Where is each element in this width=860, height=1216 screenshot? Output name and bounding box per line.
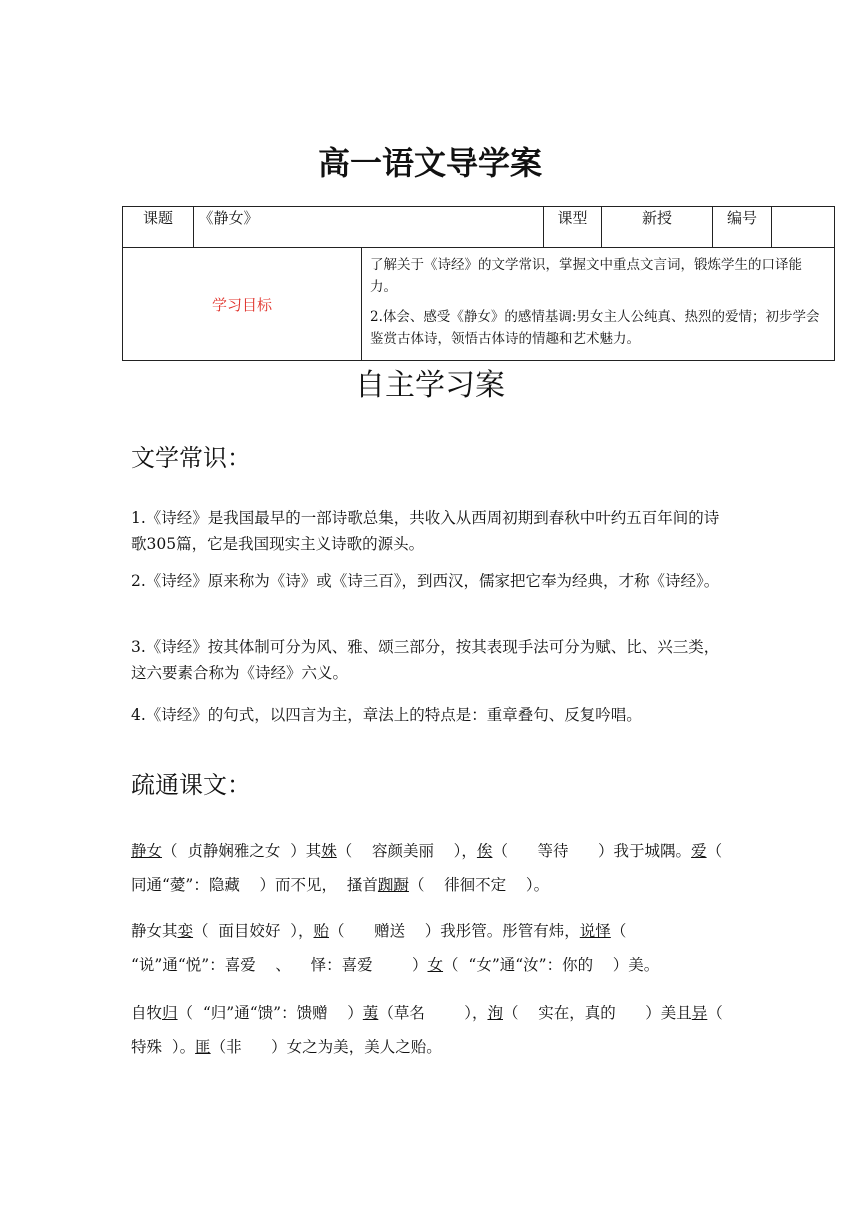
page-title: 高一语文导学案 [317, 144, 542, 182]
topic-label: 课题 [123, 207, 194, 248]
annotated-paragraph-1: 静女（ 贞静娴雅之女 ）其姝（ 容颜美丽 ），俟（ 等待 ）我于城隅。爱（ 同通“薆”：隐藏 ）而不见， 搔首踟蹰（ 徘徊不定 ）。 [131, 842, 732, 894]
number-label: 编号 [713, 207, 772, 248]
goal-label: 学习目标 [123, 248, 362, 361]
info-table [122, 206, 835, 361]
annotated-paragraph-2: 静女其娈（ 面目姣好 ），贻（ 赠送 ）我彤管。彤管有炜，说怿（ “说”通“悦”：喜爱 、 怿：喜爱 ）女（ “女”通“汝”：你的 ）美。 [131, 922, 660, 974]
section-title: 自主学习案 [355, 368, 505, 403]
type-value: 新授 [602, 207, 713, 248]
annotated-paragraph-3: 自牧归（ “归”通“馈”：馈赠 ）荑（草名 ），洵（ 实在，真的 ）美且异（ 特殊 ）。匪（非 ）女之为美，美人之贻。 [131, 1004, 743, 1056]
text-study-heading: 疏通课文： [131, 771, 251, 799]
literature-item: 1.《诗经》是我国最早的一部诗歌总集，共收入从西周初期到春秋中叶约五百年间的诗歌305篇，它是我国现实主义诗歌的源头。 [131, 509, 720, 553]
literature-item: 4.《诗经》的句式，以四言为主，章法上的特点是：重章叠句、反复吟唱。 [131, 706, 642, 724]
number-value [772, 207, 835, 248]
type-label: 课型 [544, 207, 602, 248]
goal-item: 2.体会、感受《静女》的感情基调:男女主人公纯真、热烈的爱情；初步学会鉴赏古体诗，领悟古体诗的情趣和艺术魅力。 [370, 309, 820, 347]
goal-item: 了解关于《诗经》的文学常识，掌握文中重点文言词，锻炼学生的口译能力。 [370, 257, 803, 295]
topic-value: 《静女》 [194, 207, 544, 248]
literature-item: 2.《诗经》原来称为《诗》或《诗三百》，到西汉，儒家把它奉为经典，才称《诗经》。 [131, 572, 720, 590]
literature-item: 3.《诗经》按其体制可分为风、雅、颂三部分，按其表现手法可分为赋、比、兴三类，这六要素合称为《诗经》六义。 [131, 638, 720, 682]
goal-text [362, 248, 835, 361]
literature-heading: 文学常识： [131, 444, 251, 472]
